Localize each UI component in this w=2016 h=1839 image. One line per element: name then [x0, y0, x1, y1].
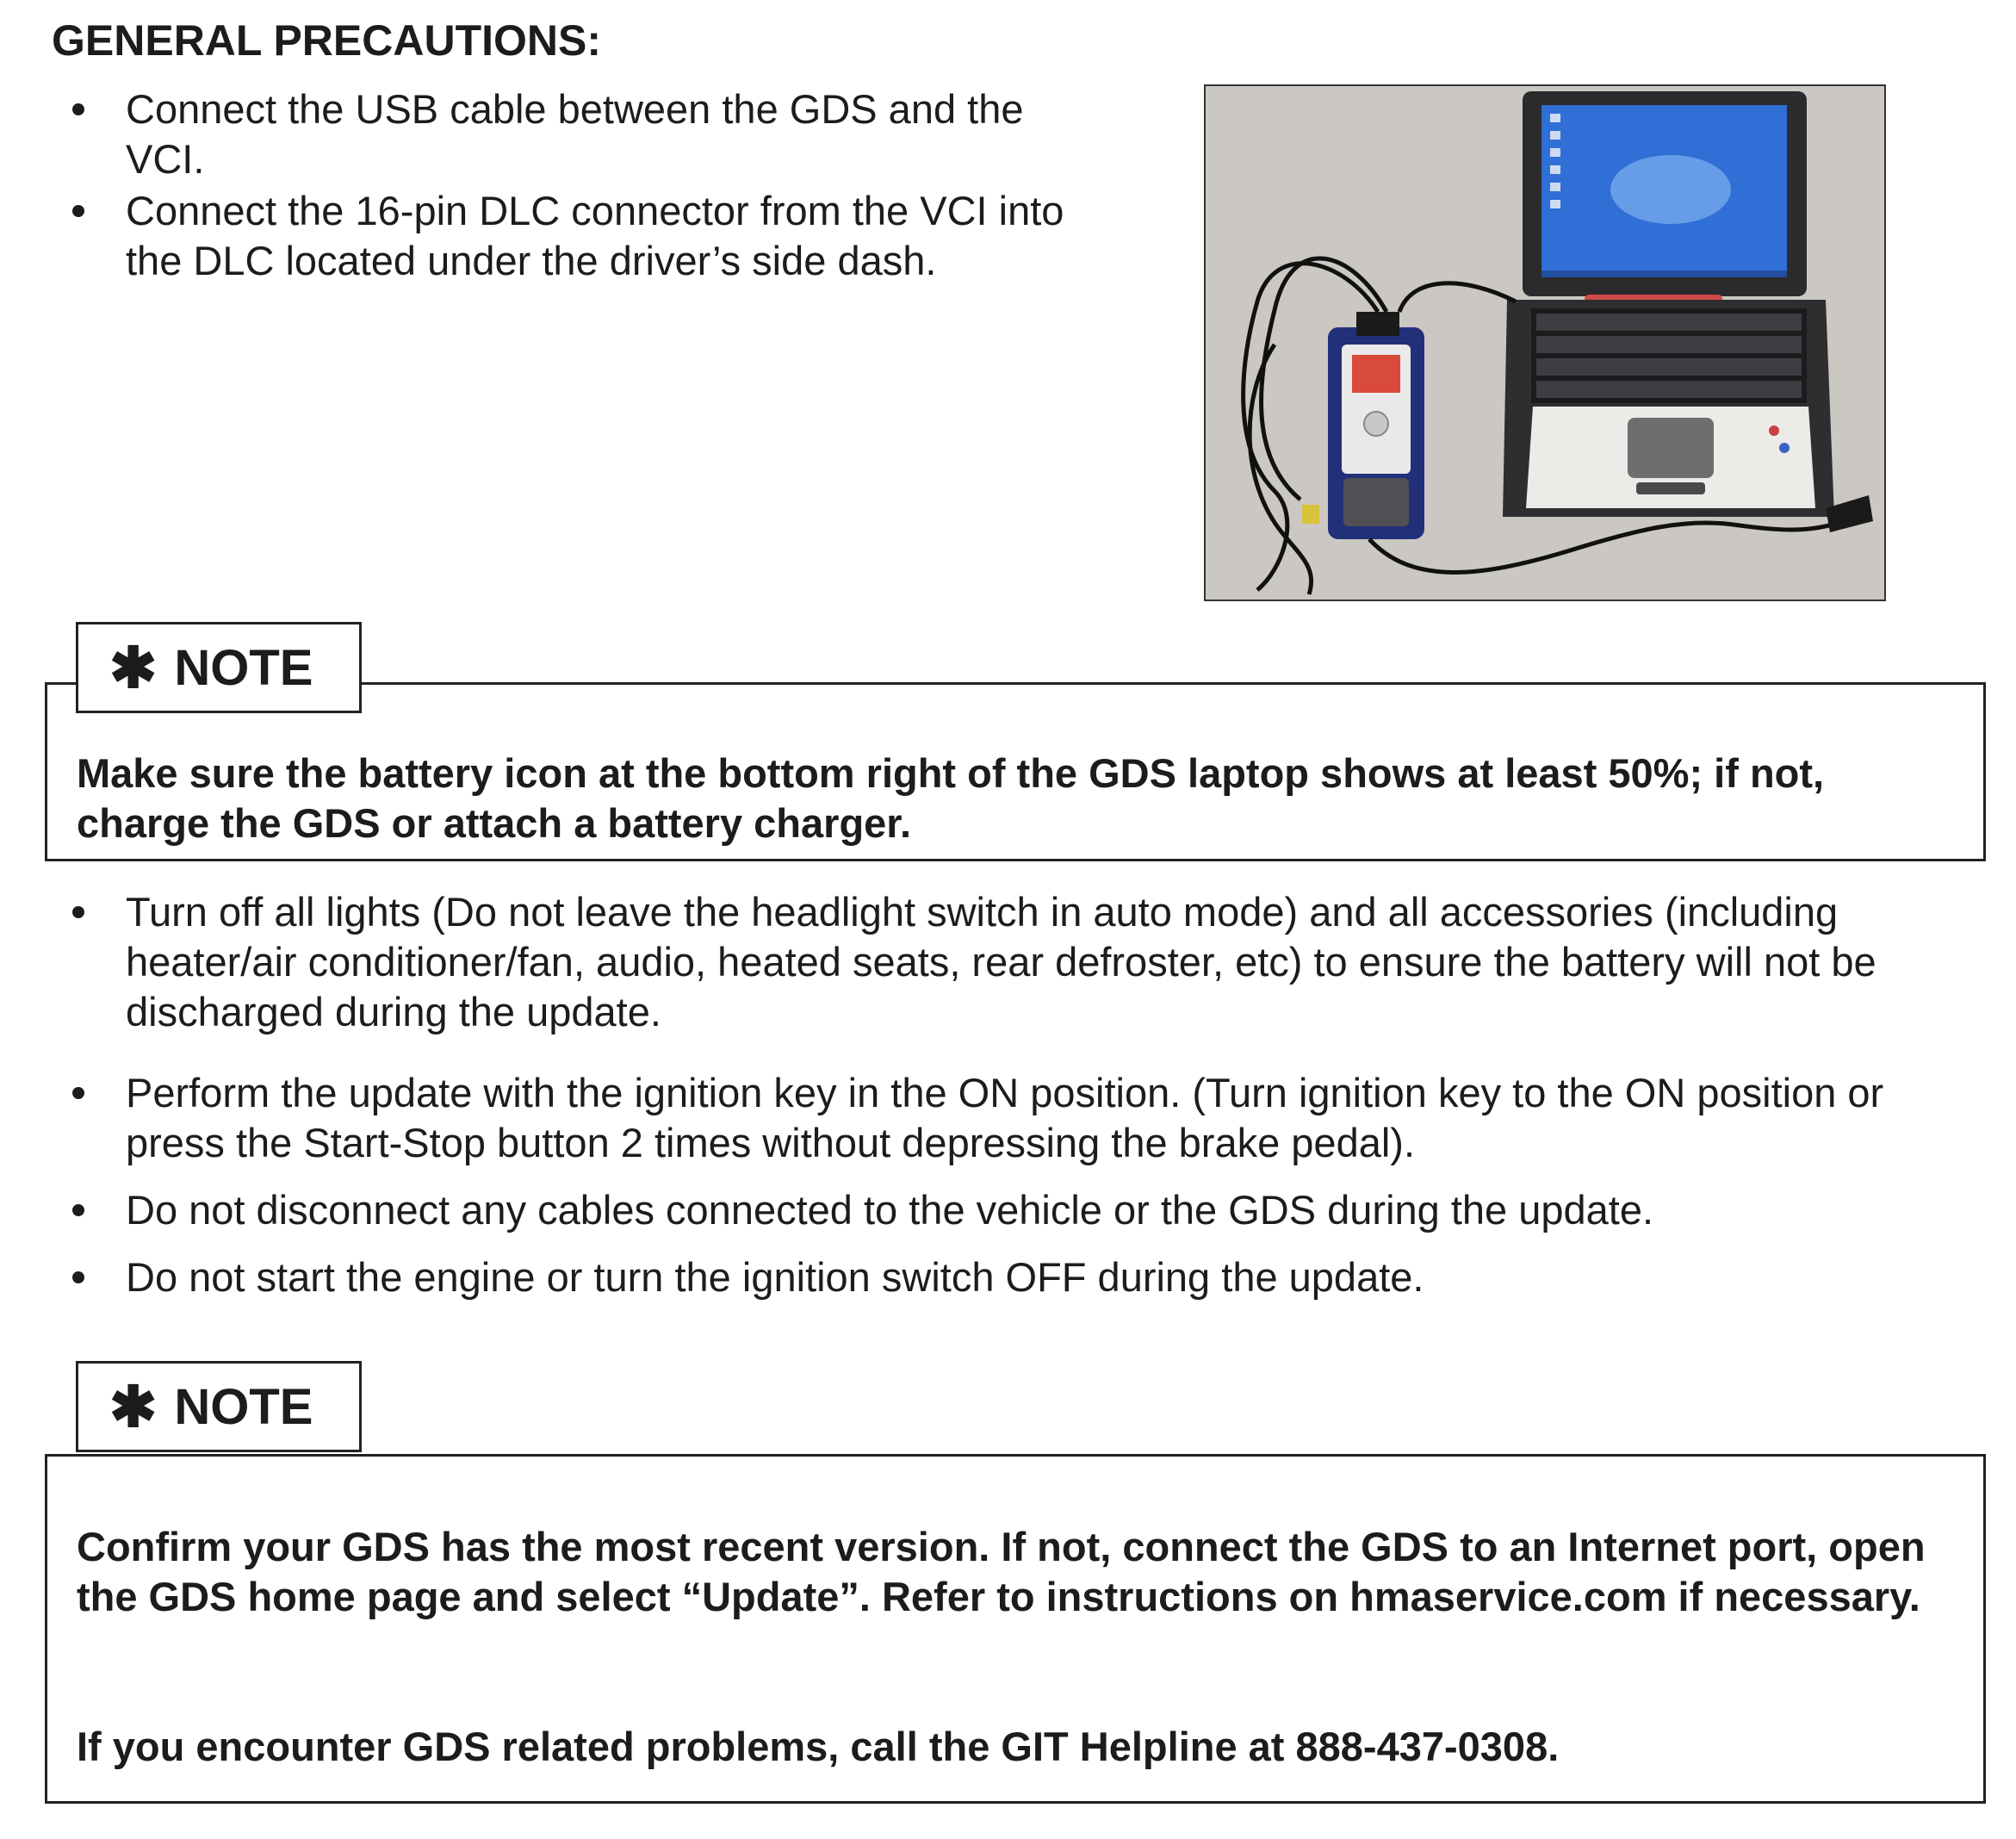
list-item: Do not disconnect any cables connected to the vehicle or the GDS during the update.	[52, 1185, 1989, 1235]
laptop-vci-illustration	[1206, 86, 1884, 600]
note-text-update: Confirm your GDS has the most recent version. If not, connect the GDS to an Internet port, open the GDS home page and select “Update”. Refer to instructions on hmaservice.com if necessary.	[77, 1524, 1926, 1619]
note-text-helpline: If you encounter GDS related problems, call the GIT Helpline at 888-437-0308.	[77, 1724, 1560, 1769]
note-label	[76, 622, 362, 713]
list-item: Connect the 16-pin DLC connector from the VCI into the DLC located under the driver’s side dash.	[52, 186, 1085, 286]
note-box-update	[45, 1454, 1986, 1804]
laptop-vci-photo	[1204, 84, 1886, 601]
note-text-battery: Make sure the battery icon at the bottom right of the GDS laptop shows at least 50%; if not, charge the GDS or attach a battery charger.	[77, 750, 1825, 846]
precautions-list-middle	[52, 887, 1989, 1302]
list-item: Perform the update with the ignition key in the ON position. (Turn ignition key to the ON position or press the Start-Stop button 2 times without depressing the brake pedal).	[52, 1068, 1989, 1168]
list-item: Do not start the engine or turn the ignition switch OFF during the update.	[52, 1252, 1989, 1302]
asterisk-icon: ✱	[109, 1375, 158, 1438]
note-label	[76, 1361, 362, 1452]
section-heading: GENERAL PRECAUTIONS:	[52, 16, 602, 65]
note-label-text: NOTE	[174, 639, 313, 696]
asterisk-icon: ✱	[109, 636, 158, 699]
precautions-list-top	[52, 84, 1085, 288]
note-label-text: NOTE	[174, 1378, 313, 1435]
list-item: Connect the USB cable between the GDS and the VCI.	[52, 84, 1085, 184]
list-item: Turn off all lights (Do not leave the headlight switch in auto mode) and all accessories (including heater/air conditioner/fan, audio, heated seats, rear defroster, etc) to ensure the battery will not be discharged during the update.	[52, 887, 1989, 1037]
